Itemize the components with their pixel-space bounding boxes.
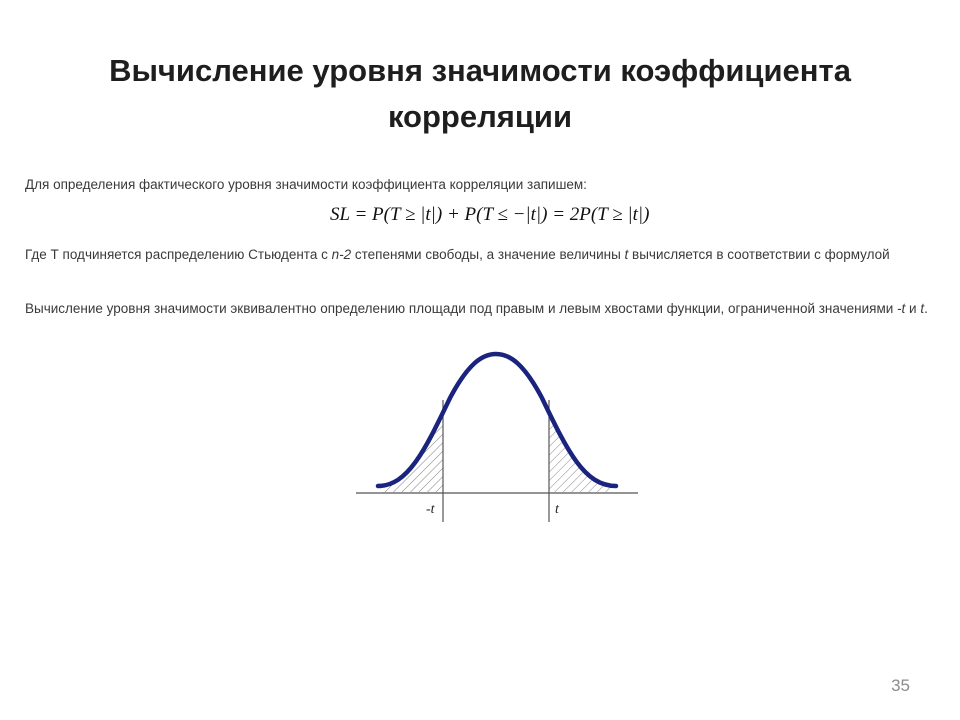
slide-title-line-1: Вычисление уровня значимости коэффициента	[109, 53, 851, 88]
slide-title-line-2: корреляции	[387, 99, 573, 134]
label-t: t	[555, 502, 559, 517]
slide-title	[60, 48, 900, 140]
formula-part-2: = 2P(T ≥ |t|)	[552, 204, 650, 225]
left-tail-area	[380, 412, 443, 492]
significance-formula	[330, 204, 670, 226]
tails-dot: .	[924, 301, 928, 316]
label-neg-t: -t	[426, 502, 435, 517]
neg-t-value: -t	[897, 301, 906, 316]
student-text-b: степенями свободы, а значение величины	[351, 247, 625, 262]
t-value: t	[920, 301, 925, 316]
intro-paragraph: Для определения фактического уровня значимости коэффициента корреляции запишем:	[25, 177, 587, 192]
tails-paragraph	[25, 298, 950, 319]
tails-text-a: Вычисление уровня значимости эквивалентно определению площади под правым и левым хвостами функции, ограниченной значениями	[25, 301, 898, 316]
t-variable: t	[624, 247, 629, 262]
t-distribution-figure	[350, 340, 650, 530]
bell-curve	[378, 354, 616, 486]
formula-lhs: SL	[330, 204, 350, 225]
formula-part-1: = P(T ≥ |t|) + P(T ≤ −|t|)	[349, 204, 553, 225]
student-text-c: вычисляется в соответствии с формулой	[628, 247, 890, 262]
degrees-n2: n-2	[331, 247, 352, 262]
student-paragraph	[25, 244, 950, 265]
page-number: 35	[891, 676, 910, 695]
right-tail-area	[549, 412, 612, 492]
student-text-a: Где Т подчиняется распределению Стьюдента с	[25, 247, 332, 262]
tails-and: и	[905, 301, 921, 316]
